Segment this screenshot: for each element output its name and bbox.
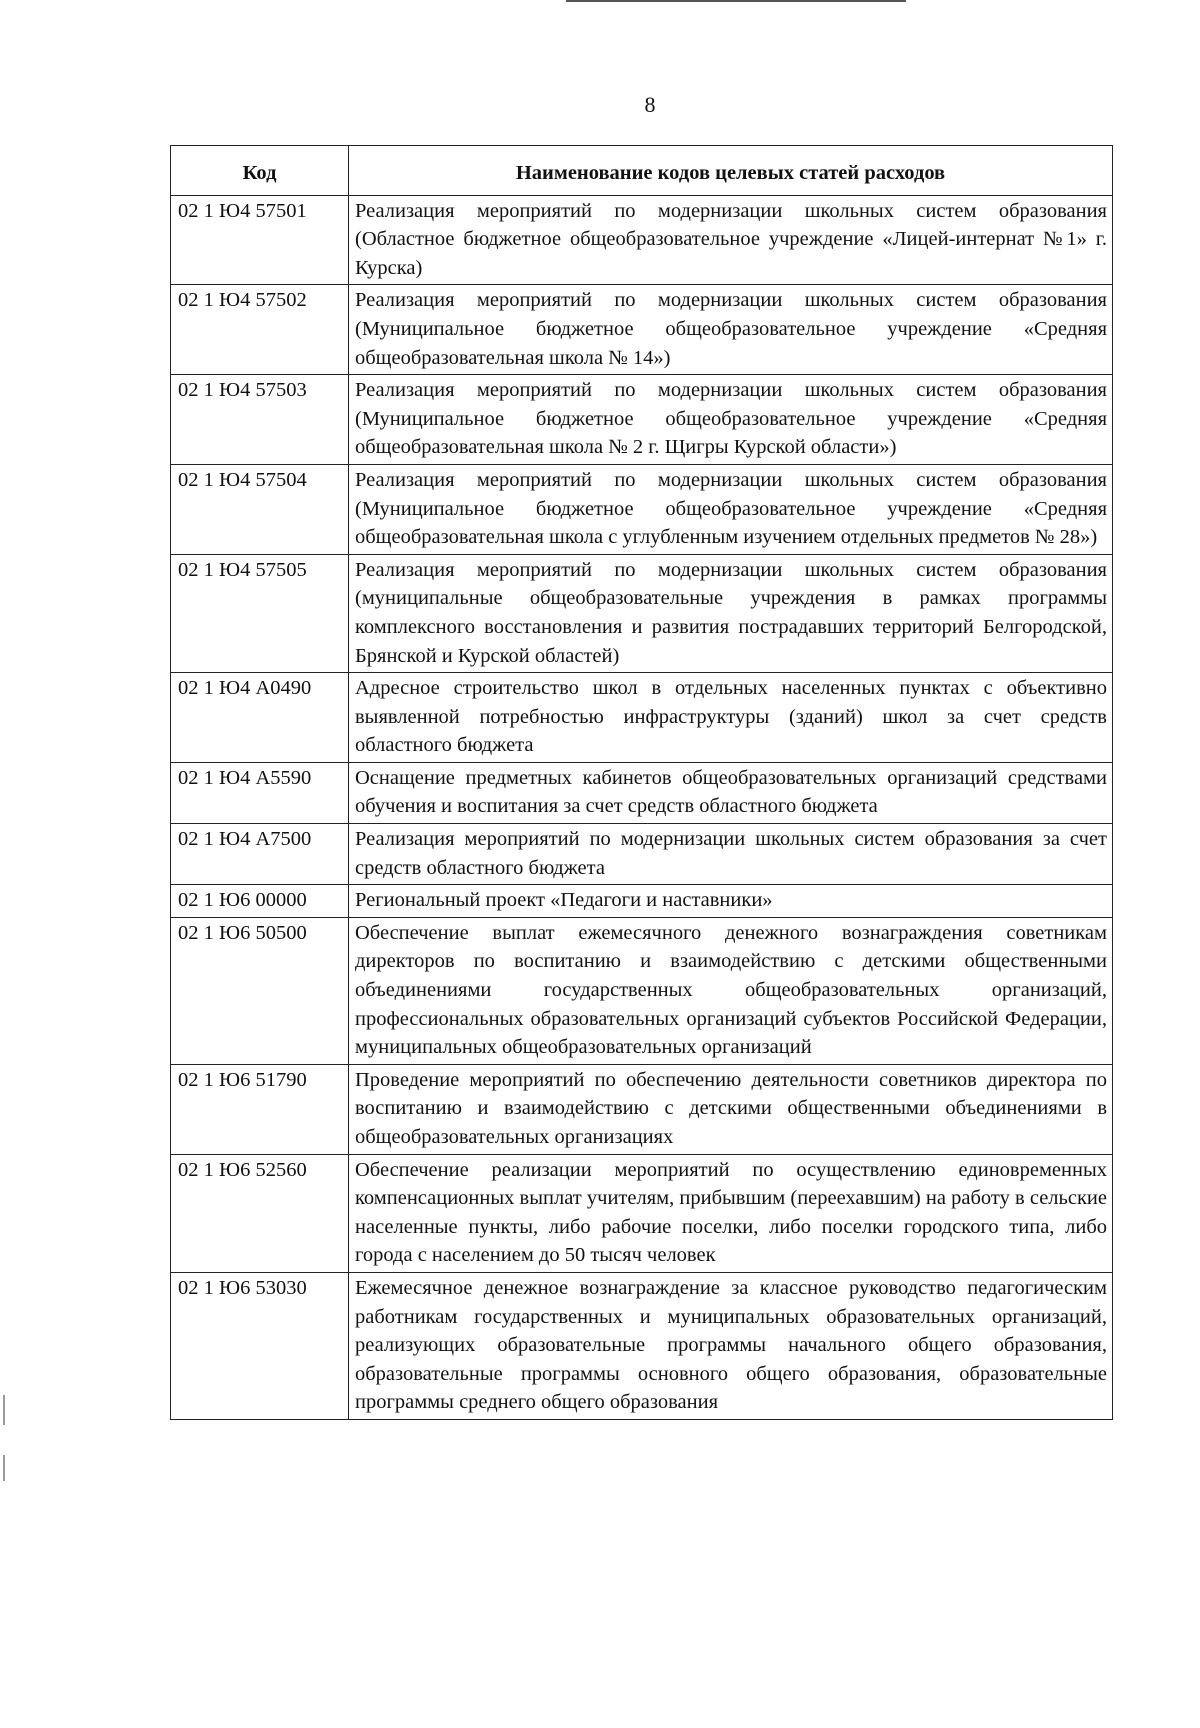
table-row — [171, 824, 1113, 885]
table-row — [171, 195, 1113, 285]
target-expense-codes-table — [170, 145, 1113, 1420]
table-row — [171, 885, 1113, 918]
table-row — [171, 1272, 1113, 1419]
row-name: Реализация мероприятий по модернизации школьных систем образования за счет средств областного бюджета — [349, 824, 1113, 885]
row-code: 02 1 Ю6 53030 — [171, 1272, 349, 1419]
table-row — [171, 1154, 1113, 1272]
table-row — [171, 917, 1113, 1064]
row-code: 02 1 Ю4 57502 — [171, 285, 349, 375]
row-code: 02 1 Ю4 57503 — [171, 375, 349, 465]
row-name: Реализация мероприятий по модернизации школьных систем образования (Муниципальное бюджетное общеобразовательное учреждение «Средняя общеобразовательная школа № 14») — [349, 285, 1113, 375]
header-code: Код — [171, 146, 349, 196]
row-code: 02 1 Ю4 А0490 — [171, 673, 349, 763]
row-code: 02 1 Ю4 А7500 — [171, 824, 349, 885]
row-name: Региональный проект «Педагоги и наставники» — [349, 885, 1113, 918]
row-name: Ежемесячное денежное вознаграждение за классное руководство педагогическим работникам государственных и муниципальных образовательных организаций, реализующих образовательные программы начального общего образования, образовательные программы основного общего образования, образовательные программы среднего общего образования — [349, 1272, 1113, 1419]
row-code: 02 1 Ю4 А5590 — [171, 762, 349, 823]
table-row — [171, 673, 1113, 763]
table-row — [171, 554, 1113, 672]
row-code: 02 1 Ю4 57505 — [171, 554, 349, 672]
table-row — [171, 464, 1113, 554]
page-number-container — [0, 92, 1200, 118]
table-row — [171, 285, 1113, 375]
table-row — [171, 1064, 1113, 1154]
row-name: Реализация мероприятий по модернизации школьных систем образования (Муниципальное бюджетное общеобразовательное учреждение «Средняя общеобразовательная школа № 2 г. Щигры Курской области») — [349, 375, 1113, 465]
row-name: Адресное строительство школ в отдельных населенных пунктах с объективно выявленной потребностью инфраструктуры (зданий) школ за счет средств областного бюджета — [349, 673, 1113, 763]
row-code: 02 1 Ю6 50500 — [171, 917, 349, 1064]
row-code: 02 1 Ю4 57501 — [171, 195, 349, 285]
row-name: Оснащение предметных кабинетов общеобразовательных организаций средствами обучения и воспитания за счет средств областного бюджета — [349, 762, 1113, 823]
row-name: Реализация мероприятий по модернизации школьных систем образования (муниципальные общеобразовательные учреждения в рамках программы комплексного восстановления и развития пострадавших территорий Белгородской, Брянской и Курской областей) — [349, 554, 1113, 672]
row-name: Реализация мероприятий по модернизации школьных систем образования (Областное бюджетное общеобразовательное учреждение «Лицей-интернат №1» г. Курска) — [349, 195, 1113, 285]
row-code: 02 1 Ю4 57504 — [171, 464, 349, 554]
table-row — [171, 375, 1113, 465]
row-name: Реализация мероприятий по модернизации школьных систем образования (Муниципальное бюджетное общеобразовательное учреждение «Средняя общеобразовательная школа с углубленным изучением отдельных предметов № 28») — [349, 464, 1113, 554]
row-code: 02 1 Ю6 52560 — [171, 1154, 349, 1272]
row-name: Проведение мероприятий по обеспечению деятельности советников директора по воспитанию и взаимодействию с детскими общественными объединениями в общеобразовательных организациях — [349, 1064, 1113, 1154]
table-header-row — [171, 146, 1113, 196]
header-name: Наименование кодов целевых статей расходов — [349, 146, 1113, 196]
row-code: 02 1 Ю6 51790 — [171, 1064, 349, 1154]
scan-artifact-mark — [3, 1455, 5, 1481]
row-code: 02 1 Ю6 00000 — [171, 885, 349, 918]
row-name: Обеспечение реализации мероприятий по осуществлению единовременных компенсационных выплат учителям, прибывшим (переехавшим) на работу в сельские населенные пункты, либо рабочие поселки, либо поселки городского типа, либо города с населением до 50 тысяч человек — [349, 1154, 1113, 1272]
scan-top-rule — [566, 0, 906, 2]
table-row — [171, 762, 1113, 823]
page-number: 8 — [644, 92, 656, 117]
row-name: Обеспечение выплат ежемесячного денежного вознаграждения советникам директоров по воспитанию и взаимодействию с детскими общественными объединениями государственных общеобразовательных организаций, профессиональных образовательных организаций субъектов Российской Федерации, муниципальных общеобразовательных организаций — [349, 917, 1113, 1064]
scan-artifact-mark — [3, 1395, 5, 1425]
